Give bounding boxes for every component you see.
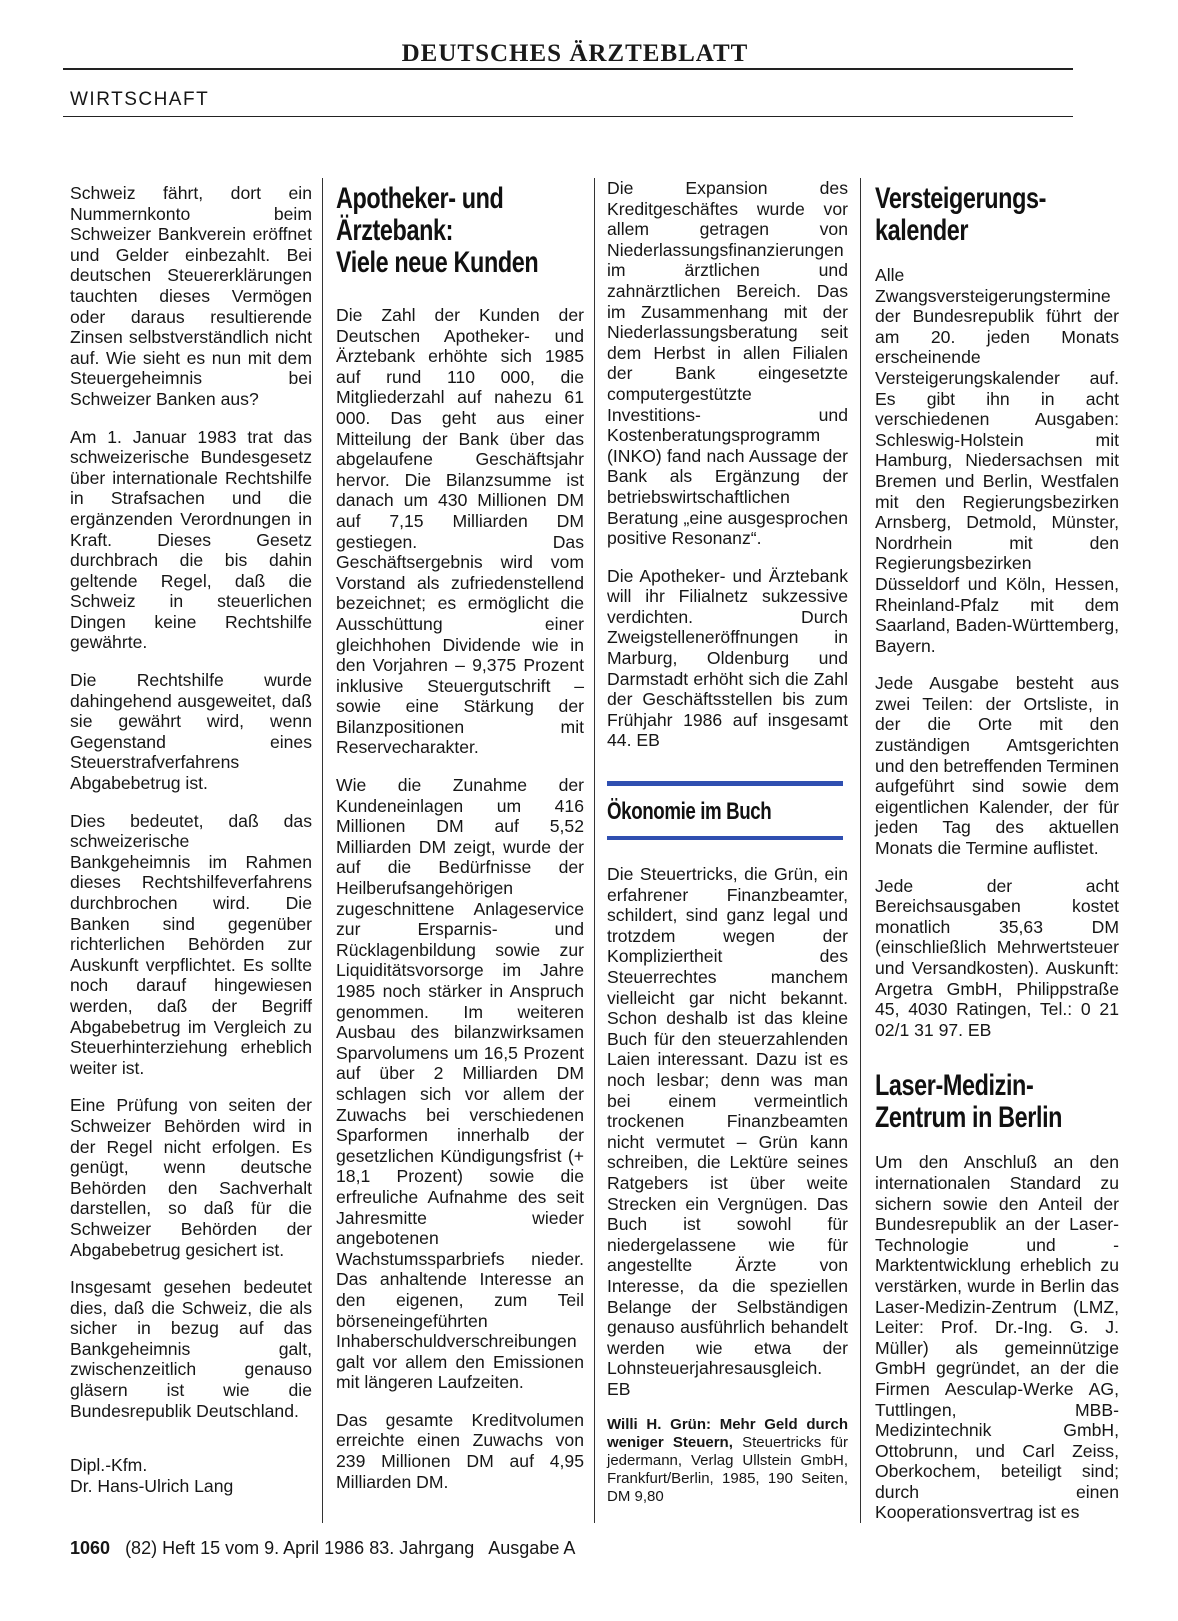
headline-line: Zentrum in Berlin bbox=[875, 1101, 1063, 1135]
paragraph: Wie die Zunahme der Kundeneinlagen um 416 Millionen DM auf 5,52 Milliarden DM zeigt, wurde der auf die Bedürfnisse der Heilberufsangehörigen zugeschnittene Anlageservice zur Ersparnis- und Rücklagenbildung sowie zur Liquiditätsvorsorge im Jahre 1985 noch stärker in Anspruch genommen. Im weiteren Ausbau des bilanzwirksamen Sparvolumens um 16,5 Prozent auf über 2 Milliarden DM schlagen sich vor allem der Zuwachs bei verschiedenen Sparformen innerhalb der gesetzlichen Kündigungsfrist (+ 18,1 Prozent) sowie die erfreuliche Aufnahme des seit Jahresmitte wieder angebotenen Wachstumssparbriefs nieder. Das anhaltende Interesse an den eigenen, zum Teil börseneingeführten Inhaberschuldverschreibungen galt vor allem den Emissionen mit längeren Laufzeiten. bbox=[336, 775, 584, 1393]
article-headline-bank bbox=[336, 183, 584, 279]
paragraph: Schweiz fährt, dort ein Nummernkonto beim Schweizer Bankverein eröffnet und Gelder einbezahlt. Bei deutschen Steuererklärungen tauchten dieses Vermögen oder daraus resultierende Zinsen selbstverständlich nicht auf. Wie sieht es nun mit dem Steuergeheimnis bei Schweizer Banken aus? bbox=[70, 183, 312, 409]
section-label: WIRTSCHAFT bbox=[70, 89, 210, 110]
column-4 bbox=[875, 183, 1119, 1540]
blue-rule-bottom bbox=[607, 836, 843, 840]
page-footer bbox=[70, 1538, 575, 1559]
paragraph: Am 1. Januar 1983 trat das schweizerische Bundesgesetz über internationale Rechtshilfe in Strafsachen und die ergänzenden Verordnungen in Kraft. Dieses Gesetz durchbrach die bis dahin geltende Regel, daß die Schweiz in steuerlichen Dingen keine Rechtshilfe gewährte. bbox=[70, 426, 312, 653]
column-divider-2 bbox=[594, 178, 595, 1523]
page-number: 1060 bbox=[70, 1538, 111, 1558]
column-2 bbox=[336, 183, 584, 1509]
article-headline-laser bbox=[875, 1070, 1119, 1134]
book-review-headline: Ökonomie im Buch bbox=[607, 798, 772, 826]
paragraph: Eine Prüfung von seiten der Schweizer Behörden wird in der Regel nicht erfolgen. Es genügt, wenn deutsche Behörden den Sachverhalt darstellen, so daß für die Schweizer Behörden der Abgabebetrug gesichert ist. bbox=[70, 1095, 312, 1260]
paragraph: Die Zahl der Kunden der Deutschen Apotheker- und Ärztebank erhöhte sich 1985 auf rund 110 000, die Mitgliederzahl auf nahezu 61 000. Das geht aus einer Mitteilung der Bank über das abgelaufene Geschäftsjahr hervor. Die Bilanzsumme ist danach um 430 Millionen DM auf 7,15 Milliarden DM gestiegen. Das Geschäftsergebnis wird vom Vorstand als zufriedenstellend bezeichnet; es ermöglicht die Ausschüttung einer gleichhohen Dividende wie in den Vorjahren – 9,375 Prozent inklusive Steuergutschrift – sowie eine Stärkung der Bilanzpositionen mit Reservecharakter. bbox=[336, 305, 584, 758]
book-source bbox=[607, 1416, 848, 1506]
headline-line: Ärztebank: bbox=[336, 214, 454, 247]
issue-info: (82) Heft 15 vom 9. April 1986 83. Jahrgang Ausgabe A bbox=[125, 1538, 576, 1558]
author-title: Dipl.-Kfm. bbox=[70, 1455, 148, 1476]
paragraph: Die Rechtshilfe wurde dahingehend ausgeweitet, daß sie gewährt wird, wenn Gegenstand eines Steuerstrafverfahrens Abgabebetrug ist. bbox=[70, 670, 312, 794]
headline-line: kalender bbox=[875, 214, 969, 247]
blue-rule-top bbox=[607, 781, 843, 786]
masthead: DEUTSCHES ÄRZTEBLATT bbox=[401, 40, 749, 67]
paragraph: Jede Ausgabe besteht aus zwei Teilen: der Ortsliste, in der die Orte mit den zuständigen Amtsgerichten und den betreffenden Terminen aufgeführt sind sowie dem eigentlichen Kalender, der für jeden Tag des aktuellen Monats die Termine auflistet. bbox=[875, 673, 1119, 859]
section-rule bbox=[63, 116, 1073, 117]
headline-line: Viele neue Kunden bbox=[336, 246, 539, 279]
paragraph: Die Expansion des Kreditgeschäftes wurde vor allem getragen von Niederlassungsfinanzierungen im ärztlichen und zahnärztlichen Bereich. Das im Zusammenhang mit der Niederlassungsberatung seit dem Herbst in allen Filialen der Bank eingesetzte computergestützte Investitions- und Kostenberatungsprogramm (INKO) fand nach Aussage der Bank als Ergänzung der betriebswirtschaftlichen Beratung „eine ausgesprochen positive Resonanz“. bbox=[607, 178, 848, 549]
headline-line: Laser-Medizin- bbox=[875, 1069, 1034, 1103]
book-review-box bbox=[607, 781, 848, 1506]
paragraph: Das gesamte Kreditvolumen erreichte einen Zuwachs von 239 Millionen DM auf 4,95 Milliarden DM. bbox=[336, 1409, 584, 1492]
paragraph: Die Steuertricks, die Grün, ein erfahrener Finanzbeamter, schildert, sind ganz legal und trotzdem wegen der Kompliziertheit des Steuerrechtes manchem vielleicht gar nicht bekannt. Schon deshalb ist das kleine Buch für den steuerzahlenden Laien interessant. Dazu ist es noch lesbar; denn was man bei einem vermeintlich trockenen Finanzbeamten nicht vermutet – Grün kann schreiben, die Lektüre seines Ratgebers ist über weite Strecken ein Vergnügen. Das Buch ist sowohl für niedergelassene wie für angestellte Ärzte von Interesse, da die speziellen Belange der Selbständigen genauso ausführlich behandelt werden wie etwa der Lohnsteuerjahresausgleich. EB bbox=[607, 864, 848, 1399]
paragraph: Die Apotheker- und Ärztebank will ihr Filialnetz sukzessive verdichten. Durch Zweigstelleneröffnungen in Marburg, Oldenburg und Darmstadt erhöht sich die Zahl der Geschäftsstellen bis zum Frühjahr 1986 auf insgesamt 44. EB bbox=[607, 565, 848, 751]
column-3 bbox=[607, 178, 848, 1523]
column-divider-3 bbox=[860, 178, 861, 1523]
author-signature bbox=[70, 1455, 312, 1496]
column-divider-1 bbox=[322, 178, 323, 1523]
author-name: Dr. Hans-Ulrich Lang bbox=[70, 1475, 234, 1496]
paragraph: Insgesamt gesehen bedeutet dies, daß die Schweiz, die als sicher in bezug auf das Bankgeheimnis galt, zwischenzeitlich genauso gläsern ist wie die Bundesrepublik Deutschland. bbox=[70, 1277, 312, 1421]
book-title: Willi H. Grün: Mehr Geld durch weniger Steuern, bbox=[607, 1416, 848, 1452]
article-headline-auction bbox=[875, 183, 1119, 247]
paragraph: Jede der acht Bereichsausgaben kostet monatlich 35,63 DM (einschließlich Mehrwertsteuer und Versandkosten). Auskunft: Argetra GmbH, Philippstraße 45, 4030 Ratingen, Tel.: 0 21 02/1 31 97. EB bbox=[875, 875, 1119, 1040]
column-1 bbox=[70, 183, 312, 1496]
headline-line: Apotheker- und bbox=[336, 182, 504, 215]
paragraph: Alle Zwangsversteigerungstermine der Bundesrepublik führt der am 20. jeden Monats erscheinende Versteigerungskalender auf. Es gibt ihn in acht verschiedenen Ausgaben: Schleswig-Holstein mit Hamburg, Niedersachsen mit Bremen und Berlin, Westfalen mit den Regierungsbezirken Arnsberg, Detmold, Münster, Nordrhein mit den Regierungsbezirken Düsseldorf und Köln, Hessen, Rheinland-Pfalz mit dem Saarland, Baden-Württemberg, Bayern. bbox=[875, 265, 1119, 656]
book-publisher: Steuertricks für jedermann, Verlag Ullstein GmbH, Frankfurt/Berlin, 1985, 190 Seiten, DM 9,80 bbox=[607, 1434, 848, 1506]
paragraph: Dies bedeutet, daß das schweizerische Bankgeheimnis im Rahmen dieses Rechtshilfeverfahrens durchbrochen wird. Die Banken sind gegenüber richterlichen Behörden zur Auskunft verpflichtet. Es sollte noch darauf hingewiesen werden, daß der Begriff Abgabebetrug im Vergleich zu Steuerhinterziehung erheblich weiter ist. bbox=[70, 810, 312, 1078]
headline-line: Versteigerungs- bbox=[875, 182, 1047, 215]
paragraph: Um den Anschluß an den internationalen Standard zu sichern sowie den Anteil der Bundesrepublik an der Laser-Technologie und -Marktentwicklung erheblich zu verstärken, wurde in Berlin das Laser-Medizin-Zentrum (LMZ, Leiter: Prof. Dr.-Ing. G. J. Müller) als gemeinnützige GmbH gegründet, an der die Firmen Aesculap-Werke AG, Tuttlingen, MBB-Medizintechnik GmbH, Ottobrunn, und Carl Zeiss, Oberkochem, beteiligt sind; durch einen Kooperationsvertrag ist es bbox=[875, 1152, 1119, 1523]
masthead-rule bbox=[63, 68, 1073, 70]
